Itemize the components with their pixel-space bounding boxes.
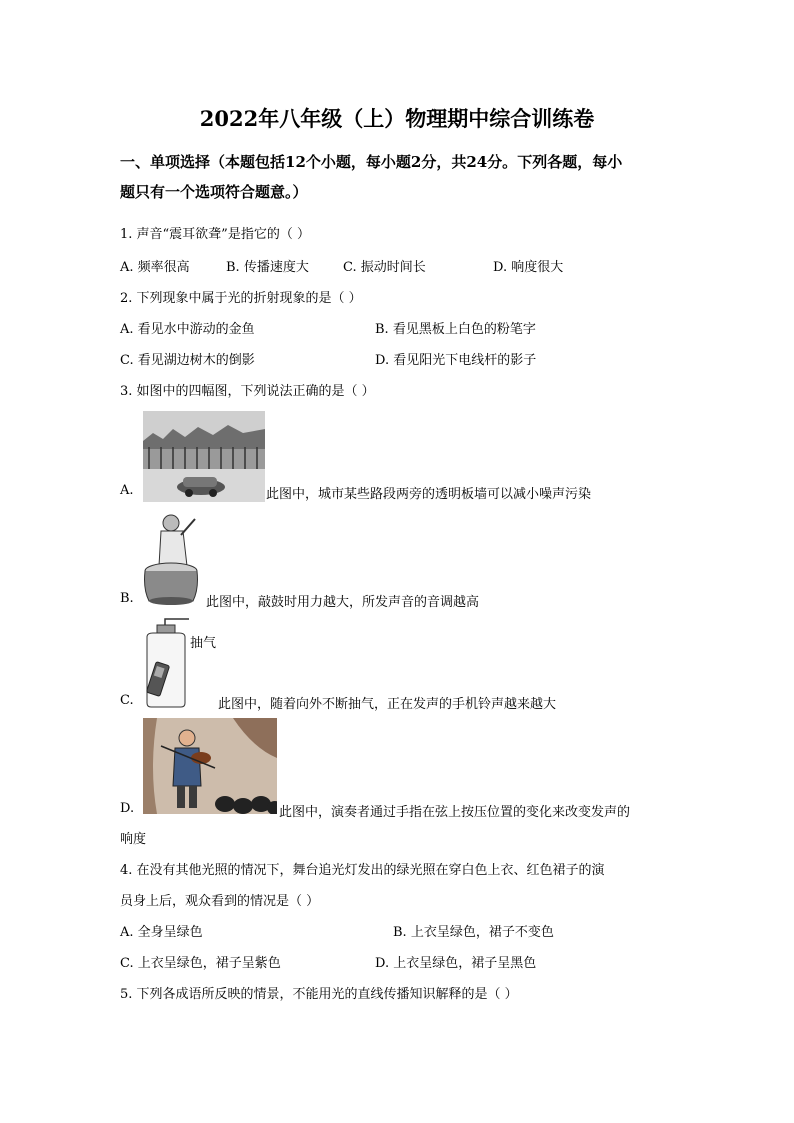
violin-player-image xyxy=(143,718,277,814)
q2-option-a[interactable]: A. 看见水中游动的金鱼 xyxy=(120,322,255,337)
q1-option-b[interactable]: B. 传播速度大 xyxy=(226,260,309,275)
q1-option-d[interactable]: D. 响度很大 xyxy=(493,260,564,275)
q2-option-c[interactable]: C. 看见湖边树木的倒影 xyxy=(120,353,255,368)
q3-option-d-text-cont: 响度 xyxy=(120,832,147,847)
section-heading-line2: 题只有一个选项符合题意。） xyxy=(120,183,308,201)
street-sound-barrier-image xyxy=(143,411,265,502)
q2-option-b[interactable]: B. 看见黑板上白色的粉笔字 xyxy=(375,322,536,337)
q3-option-b-letter[interactable]: B. xyxy=(120,591,134,606)
drum-player-image xyxy=(143,511,205,606)
question-1-stem: 1. 声音“震耳欲聋”是指它的（ ） xyxy=(120,227,310,242)
q3-option-b-text: 此图中，敲鼓时用力越大，所发声音的音调越高 xyxy=(206,595,480,610)
q1-option-c[interactable]: C. 振动时间长 xyxy=(343,260,426,275)
question-3-stem: 3. 如图中的四幅图，下列说法正确的是（ ） xyxy=(120,384,375,399)
q3-option-d-letter[interactable]: D. xyxy=(120,801,135,816)
page-title: 2022年八年级（上）物理期中综合训练卷 xyxy=(199,106,595,131)
question-2-stem: 2. 下列现象中属于光的折射现象的是（ ） xyxy=(120,291,362,306)
q3-option-d-text: 此图中，演奏者通过手指在弦上按压位置的变化来改变发声的 xyxy=(279,805,631,820)
q1-option-a[interactable]: A. 频率很高 xyxy=(120,260,190,275)
q4-option-b[interactable]: B. 上衣呈绿色，裙子不变色 xyxy=(393,925,554,940)
q4-option-d[interactable]: D. 上衣呈绿色，裙子呈黑色 xyxy=(375,956,537,971)
q3-option-a-text: 此图中，城市某些路段两旁的透明板墙可以减小噪声污染 xyxy=(266,487,592,502)
q3-option-c-letter[interactable]: C. xyxy=(120,693,134,708)
question-4-stem: 4. 在没有其他光照的情况下，舞台追光灯发出的绿光照在穿白色上衣、红色裙子的演 xyxy=(120,863,605,878)
pump-air-label: 抽气 xyxy=(190,636,217,651)
q4-option-c[interactable]: C. 上衣呈绿色，裙子呈紫色 xyxy=(120,956,281,971)
q4-option-a[interactable]: A. 全身呈绿色 xyxy=(120,925,203,940)
q3-option-c-text: 此图中，随着向外不断抽气，正在发声的手机铃声越来越大 xyxy=(218,697,557,712)
question-4-stem-cont: 员身上后，观众看到的情况是（ ） xyxy=(120,894,320,909)
q2-option-d[interactable]: D. 看见阳光下电线杆的影子 xyxy=(375,353,537,368)
q3-option-a-letter[interactable]: A. xyxy=(120,483,134,498)
phone-in-jar-image xyxy=(143,617,191,709)
question-5-stem: 5. 下列各成语所反映的情景，不能用光的直线传播知识解释的是（ ） xyxy=(120,987,518,1002)
section-heading-line1: 一、单项选择（本题包括12个小题，每小题2分，共24分。下列各题，每小 xyxy=(120,153,623,171)
